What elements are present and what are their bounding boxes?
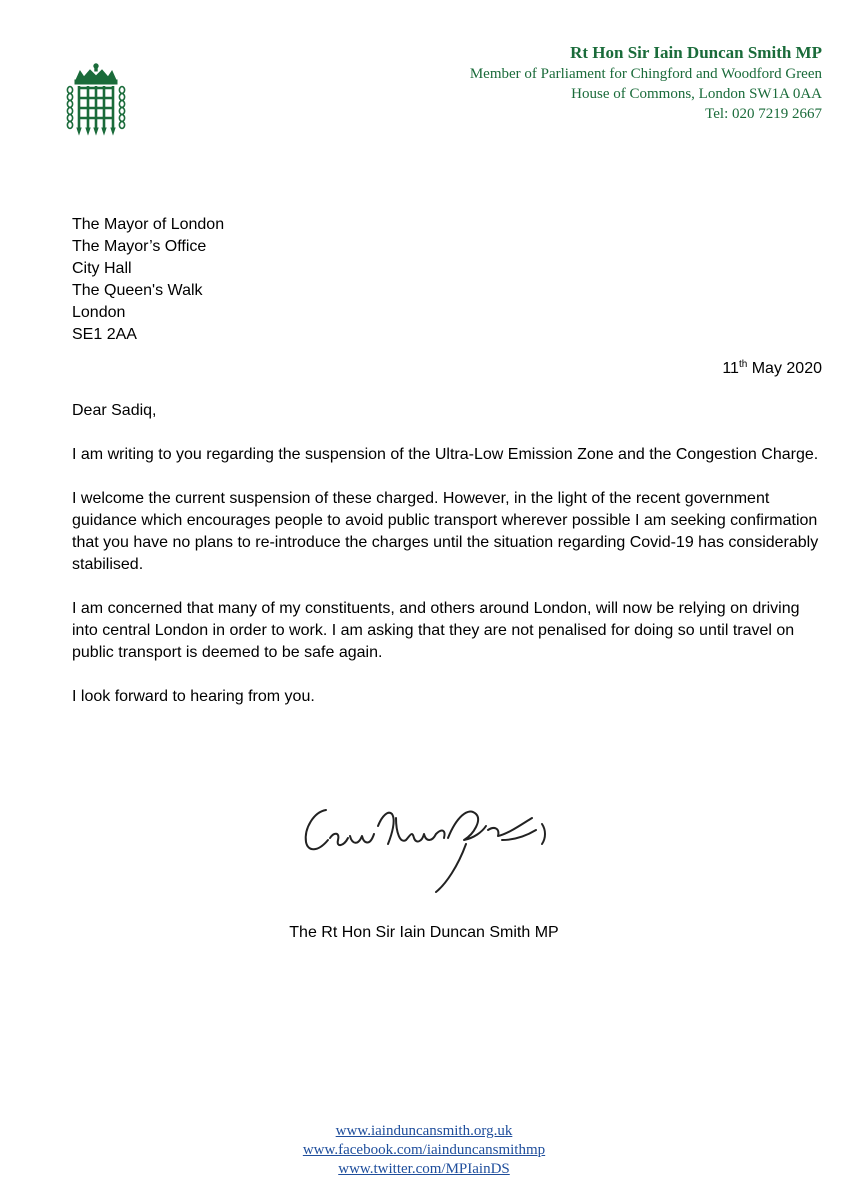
date-rest: May 2020 [747,360,822,377]
recipient-address [72,214,224,346]
body-paragraph: I am writing to you regarding the suspension of the Ultra-Low Emission Zone and the Congestion Charge. [72,446,819,463]
salutation: Dear Sadiq, [72,402,157,419]
handwritten-signature [296,788,592,908]
twitter-link[interactable]: www.twitter.com/MPIainDS [338,1161,510,1177]
phone-number: Tel: 020 7219 2667 [705,106,822,122]
body-paragraph: I look forward to hearing from you. [72,688,315,705]
recipient-line: The Mayor of London [72,216,225,233]
letterhead [470,42,822,124]
office-address: House of Commons, London SW1A 0AA [571,86,822,102]
footer-links [0,1122,848,1179]
recipient-line: London [72,304,126,321]
letter-body [72,400,824,730]
website-link[interactable]: www.iainduncansmith.org.uk [335,1123,513,1139]
portcullis-icon [62,62,130,142]
recipient-line: SE1 2AA [72,326,137,343]
signoff-name: The Rt Hon Sir Iain Duncan Smith MP [289,924,559,941]
constituency: Member of Parliament for Chingford and Woodford Green [469,66,822,82]
recipient-line: The Mayor’s Office [72,238,207,255]
recipient-line: City Hall [72,260,132,277]
body-paragraph: I am concerned that many of my constituents, and others around London, will now be relying on driving into central London in order to work. I am asking that they are not penalised for doing so until travel on public transport is deemed to be safe again. [72,600,800,661]
recipient-line: The Queen's Walk [72,282,203,299]
body-paragraph: I welcome the current suspension of these charged. However, in the light of the recent government guidance which encourages people to avoid public transport wherever possible I am seeking confirmation that you have no plans to re-introduce the charges until the situation regarding Covid-19 has considerably stabilised. [72,490,819,573]
letter-date [722,358,822,380]
date-day: 11 [722,360,739,377]
mp-name: Rt Hon Sir Iain Duncan Smith MP [570,43,822,62]
date-suffix: th [738,359,748,370]
facebook-link[interactable]: www.facebook.com/iainduncansmithmp [302,1142,546,1158]
